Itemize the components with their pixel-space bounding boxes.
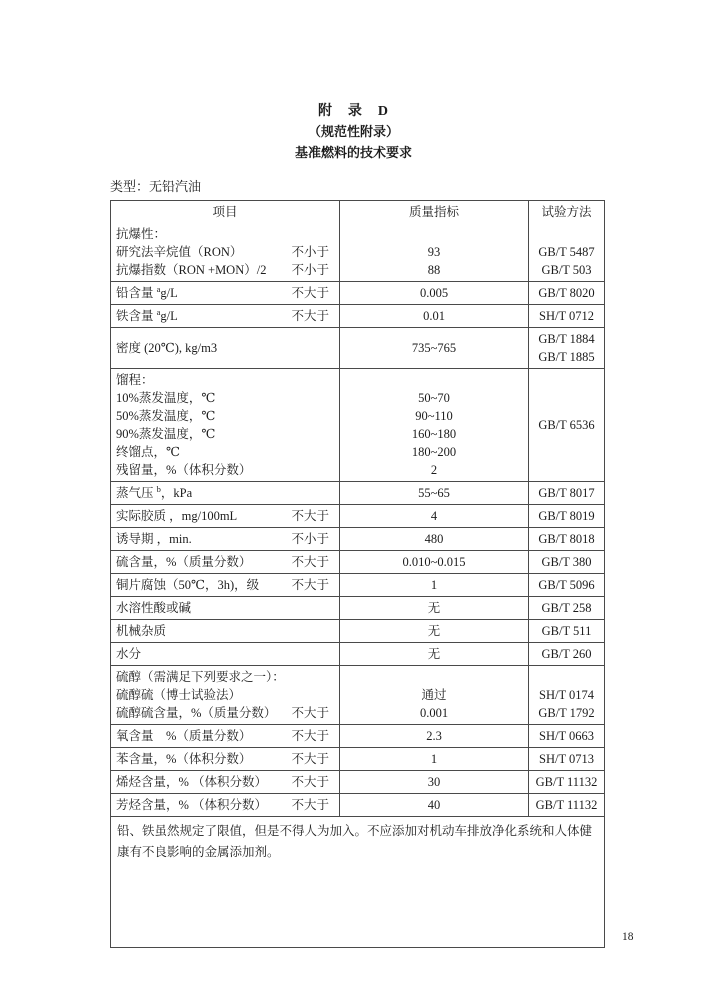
footnote-marker: a (156, 306, 161, 317)
value-line: 0.005 (419, 286, 449, 300)
value-cell (340, 282, 529, 304)
item-line (111, 484, 339, 502)
method-cell (529, 223, 604, 281)
header-cell-quality (340, 201, 529, 223)
table-row (111, 793, 604, 816)
item-cell (111, 369, 340, 481)
spec-table (110, 200, 605, 948)
value-line: 0.010~0.015 (402, 555, 466, 569)
table-row (111, 504, 604, 527)
item-line (111, 645, 339, 663)
table-row (111, 770, 604, 793)
item-cell (111, 305, 340, 327)
value-cell (340, 505, 529, 527)
item-line (111, 686, 339, 704)
limit-qualifier: 不大于 (291, 706, 329, 720)
item-text: 终馏点，℃ (116, 445, 180, 459)
item-text: 馏程： (116, 373, 154, 387)
method-cell (529, 597, 604, 619)
value-cell (340, 223, 529, 281)
method-cell (529, 771, 604, 793)
method-line: GB/T 8017 (538, 486, 595, 500)
value-cell (340, 551, 529, 573)
table-row (111, 527, 604, 550)
method-line: GB/T 260 (541, 647, 592, 661)
value-line (340, 225, 528, 243)
item-text: 硫含量，%（质量分数） (116, 555, 252, 569)
value-cell (340, 794, 529, 816)
item-line (111, 796, 339, 814)
limit-qualifier: 不大于 (291, 752, 329, 766)
item-cell (111, 223, 340, 281)
value-line: 40 (427, 798, 441, 812)
item-text: 密度 (20℃), kg/m3 (116, 341, 218, 355)
value-cell (340, 620, 529, 642)
value-cell (340, 574, 529, 596)
column-header-item: 项目 (212, 205, 238, 219)
item-text: 铜片腐蚀（50℃，3h)，级 (116, 578, 260, 592)
value-line: 55~65 (418, 486, 450, 500)
item-line (111, 461, 339, 479)
item-cell (111, 482, 340, 504)
item-line (111, 704, 339, 722)
method-line: GB/T 8018 (538, 532, 595, 546)
item-text: 苯含量，%（体积分数） (116, 752, 252, 766)
value-line: 2.3 (426, 729, 442, 743)
item-line (111, 507, 339, 525)
item-text: 机械杂质 (116, 624, 167, 638)
limit-qualifier: 不大于 (291, 309, 329, 323)
item-text: 90%蒸发温度，℃ (116, 427, 216, 441)
value-cell (340, 482, 529, 504)
value-line: 735~765 (411, 341, 457, 355)
limit-qualifier: 不小于 (291, 245, 329, 259)
method-line: GB/T 5487 (538, 245, 595, 259)
item-text: 实际胶质 ，mg/100mL (116, 509, 238, 523)
method-line: GB/T 11132 (535, 775, 598, 789)
item-cell (111, 748, 340, 770)
method-line: GB/T 5096 (538, 578, 595, 592)
method-cell (529, 551, 604, 573)
method-cell (529, 369, 604, 481)
value-line (340, 371, 528, 389)
item-cell (111, 597, 340, 619)
item-cell (111, 794, 340, 816)
value-line: 通过 (421, 688, 447, 702)
method-line: GB/T 11132 (535, 798, 598, 812)
item-text: 铁含量 $^a$g/L (116, 306, 178, 323)
method-cell (529, 666, 604, 724)
item-cell (111, 725, 340, 747)
method-line: GB/T 258 (541, 601, 592, 615)
value-line: 30 (427, 775, 441, 789)
item-text: 10%蒸发温度，℃ (116, 391, 216, 405)
value-line (340, 668, 528, 686)
method-line: SH/T 0174 (539, 688, 594, 702)
item-cell (111, 505, 340, 527)
footnote-marker: a (156, 283, 161, 294)
item-line (111, 389, 339, 407)
item-line (111, 425, 339, 443)
method-line: SH/T 0712 (539, 309, 594, 323)
value-line: 90~110 (415, 409, 453, 423)
item-text: 铅含量 $^a$g/L (116, 283, 178, 300)
item-line (111, 668, 339, 686)
item-cell (111, 643, 340, 665)
item-text: 抗爆指数（RON +MON）/2 (116, 263, 267, 277)
item-cell (111, 574, 340, 596)
item-text: 烯烃含量，% （体积分数） (116, 775, 268, 789)
limit-qualifier: 不大于 (291, 286, 329, 300)
item-text: 硫醇硫（博士试验法） (116, 688, 242, 702)
item-line (111, 530, 339, 548)
value-line: 50~70 (418, 391, 450, 405)
value-line: 无 (427, 624, 441, 638)
method-line: GB/T 380 (541, 555, 592, 569)
method-cell (529, 482, 604, 504)
item-line (111, 553, 339, 571)
item-text: 硫醇（需满足下列要求之一）： (116, 670, 285, 684)
table-row (111, 665, 604, 724)
method-line: GB/T 1885 (538, 350, 595, 364)
value-line: 480 (424, 532, 444, 546)
value-cell (340, 305, 529, 327)
value-cell (340, 666, 529, 724)
item-line (111, 284, 339, 302)
item-text: 芳烃含量，% （体积分数） (116, 798, 268, 812)
item-text: 蒸气压 $^b$，kPa (116, 483, 193, 500)
method-line: GB/T 511 (541, 624, 592, 638)
item-line (111, 225, 339, 243)
method-line (529, 225, 604, 243)
item-text: 水分 (116, 647, 142, 661)
limit-qualifier: 不大于 (291, 775, 329, 789)
table-row (111, 747, 604, 770)
value-line: 1 (430, 752, 438, 766)
limit-qualifier: 不大于 (291, 578, 329, 592)
item-line (111, 339, 339, 357)
table-row (111, 481, 604, 504)
limit-qualifier: 不大于 (291, 509, 329, 523)
method-cell (529, 305, 604, 327)
table-row (111, 223, 604, 281)
item-cell (111, 620, 340, 642)
method-line: SH/T 0663 (539, 729, 594, 743)
item-text: 抗爆性： (116, 227, 167, 241)
value-line: 2 (430, 463, 438, 477)
method-cell (529, 794, 604, 816)
footnote-marker: b (156, 483, 161, 494)
item-text: 50%蒸发温度，℃ (116, 409, 216, 423)
item-line (111, 727, 339, 745)
table-row (111, 596, 604, 619)
value-line: 无 (427, 601, 441, 615)
table-row (111, 573, 604, 596)
method-cell (529, 725, 604, 747)
value-cell (340, 528, 529, 550)
value-cell (340, 369, 529, 481)
appendix-subtitle: （规范性附录） (307, 124, 399, 139)
table-body (111, 223, 604, 816)
item-text: 水溶性酸或碱 (116, 601, 192, 615)
table-row (111, 368, 604, 481)
method-cell (529, 282, 604, 304)
item-line (111, 576, 339, 594)
item-cell (111, 551, 340, 573)
value-cell (340, 771, 529, 793)
item-line (111, 243, 339, 261)
item-cell (111, 528, 340, 550)
item-cell (111, 282, 340, 304)
item-cell (111, 328, 340, 368)
value-cell (340, 597, 529, 619)
method-line: GB/T 8020 (538, 286, 595, 300)
limit-qualifier: 不小于 (291, 263, 329, 277)
page-number: 18 (622, 931, 634, 943)
table-row (111, 281, 604, 304)
method-cell (529, 620, 604, 642)
limit-qualifier: 不大于 (291, 798, 329, 812)
method-line: GB/T 1884 (538, 332, 595, 346)
fuel-type-label: 类型：无铅汽油 (110, 179, 202, 194)
item-line (111, 773, 339, 791)
method-line: GB/T 6536 (538, 418, 595, 432)
item-line (111, 599, 339, 617)
column-header-quality: 质量指标 (408, 205, 459, 219)
table-row (111, 304, 604, 327)
item-text: 研究法辛烷值（RON） (116, 245, 243, 259)
table-header-row (111, 201, 604, 223)
value-line: 0.001 (419, 706, 449, 720)
table-row (111, 642, 604, 665)
table-footnote: 铅、铁虽然规定了限值，但是不得人为加入。不应添加对机动车排放净化系统和人体健康有不良影响的金属添加剂。 (111, 816, 604, 947)
method-line: GB/T 8019 (538, 509, 595, 523)
value-line: 1 (430, 578, 438, 592)
appendix-title: 附 录 D (317, 104, 390, 119)
value-line: 0.01 (423, 309, 445, 323)
method-cell (529, 574, 604, 596)
method-cell (529, 528, 604, 550)
value-line: 160~180 (411, 427, 457, 441)
method-line: GB/T 503 (541, 263, 592, 277)
table-row (111, 550, 604, 573)
method-line: GB/T 1792 (538, 706, 595, 720)
value-line: 4 (430, 509, 438, 523)
item-line (111, 750, 339, 768)
item-line (111, 371, 339, 389)
table-row (111, 619, 604, 642)
item-text: 硫醇硫含量，%（质量分数） (116, 706, 277, 720)
limit-qualifier: 不大于 (291, 555, 329, 569)
table-row (111, 724, 604, 747)
method-cell (529, 643, 604, 665)
value-cell (340, 328, 529, 368)
method-cell (529, 328, 604, 368)
item-line (111, 443, 339, 461)
value-line: 93 (427, 245, 441, 259)
limit-qualifier: 不小于 (291, 532, 329, 546)
table-row (111, 327, 604, 368)
item-line (111, 407, 339, 425)
item-text: 诱导期 ，min. (116, 532, 192, 546)
header-cell-item (111, 201, 340, 223)
item-line (111, 261, 339, 279)
value-line: 无 (427, 647, 441, 661)
item-cell (111, 771, 340, 793)
method-line (529, 668, 604, 686)
item-line (111, 622, 339, 640)
value-cell (340, 643, 529, 665)
column-header-method: 试验方法 (541, 205, 592, 219)
value-cell (340, 748, 529, 770)
value-line: 180~200 (411, 445, 457, 459)
item-text: 残留量，%（体积分数） (116, 463, 252, 477)
method-cell (529, 748, 604, 770)
method-cell (529, 505, 604, 527)
header-cell-method (529, 201, 604, 223)
item-text: 氧含量 %（质量分数） (116, 729, 252, 743)
value-line: 88 (427, 263, 441, 277)
item-cell (111, 666, 340, 724)
value-cell (340, 725, 529, 747)
appendix-heading: 基准燃料的技术要求 (294, 145, 412, 160)
limit-qualifier: 不大于 (291, 729, 329, 743)
method-line: SH/T 0713 (539, 752, 594, 766)
item-line (111, 307, 339, 325)
